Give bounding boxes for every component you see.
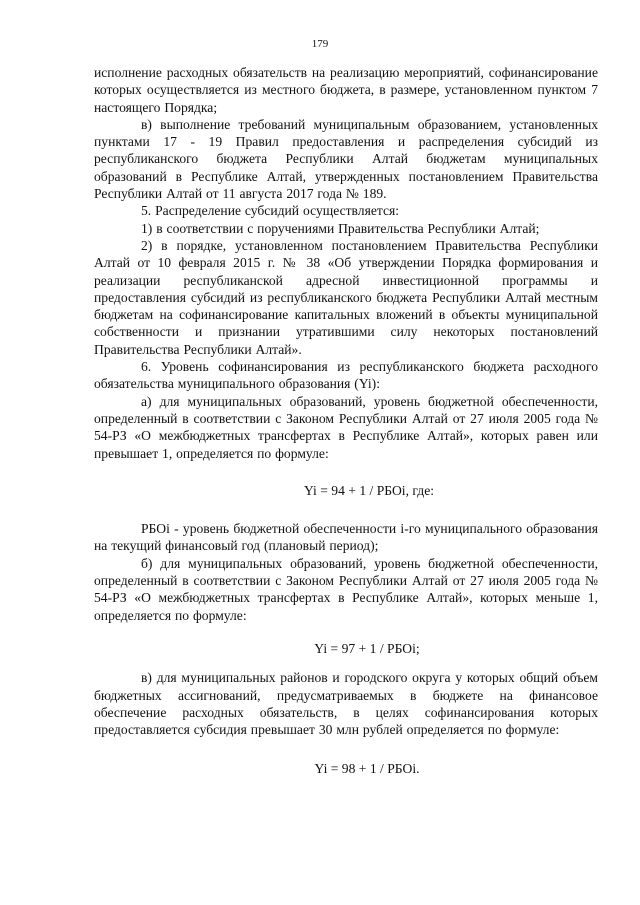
formula-3: Yi = 98 + 1 / РБОi. [314, 761, 420, 777]
formula-1: Yi = 94 + 1 / РБОi, где: [303, 482, 435, 498]
paragraph-section-6: 6. Уровень софинансирования из республиканского бюджета расходного обязательства муниципального образования (Yi): [94, 359, 598, 392]
paragraph-continuation: исполнение расходных обязательств на реализацию мероприятий, софинансирование которых осуществляется из местного бюджета, в размере, установленном пунктом 7 настоящего Порядка; [94, 65, 598, 115]
paragraph-item-1: 1) в соответствии с поручениями Правительства Республики Алтай; [141, 220, 540, 236]
page-number: 179 [311, 38, 329, 50]
document-body [94, 64, 598, 778]
paragraph-item-b: б) для муниципальных образований, уровень бюджетной обеспеченности, определенный в соответствии с Законом Республики Алтай от 27 июля 2005 года № 54-РЗ «О межбюджетных трансфертах в Республике Алтай», которых меньше 1, определяется по формуле: [94, 555, 598, 623]
paragraph-section-5: 5. Распределение субсидий осуществляется: [141, 203, 400, 219]
formula-2: Yi = 97 + 1 / РБОi; [314, 640, 420, 656]
paragraph-item-2: 2) в порядке, установленном постановлением Правительства Республики Алтай от 10 февраля 2015 г. № 38 «Об утверждении Порядка формирования и реализации республиканской адресной инвестиционной программы и предоставления субсидий из республиканского бюджета Республики Алтай местным бюджетам на софинансирование капитальных вложений в объекты муниципальной собственности и признании утратившими силу некоторых постановлений Правительства Республики Алтай». [94, 237, 598, 357]
paragraph-rbo-definition: РБОi - уровень бюджетной обеспеченности i-го муниципального образования на текущий финансовый год (плановый период); [94, 521, 598, 554]
paragraph-item-v2: в) для муниципальных районов и городского округа у которых общий объем бюджетных ассигнований, предусматриваемых в бюджете на финансовое обеспечение расходных обязательств, в целях софинансирования которых предоставляется субсидия превышает 30 млн рублей определяется по формуле: [94, 670, 598, 738]
paragraph-item-a: а) для муниципальных образований, уровень бюджетной обеспеченности, определенный в соответствии с Законом Республики Алтай от 27 июля 2005 года № 54-РЗ «О межбюджетных трансфертах в Республике Алтай», которых равен или превышает 1, определяется по формуле: [94, 393, 598, 461]
paragraph-item-v: в) выполнение требований муниципальным образованием, установленных пунктами 17 - 19 Правил предоставления и распределения субсидий из республиканского бюджета Республики Алтай бюджетам муниципальных образований в Республике Алтай, утвержденных постановлением Правительства Республики Алтай от 11 августа 2017 года № 189. [94, 116, 598, 202]
